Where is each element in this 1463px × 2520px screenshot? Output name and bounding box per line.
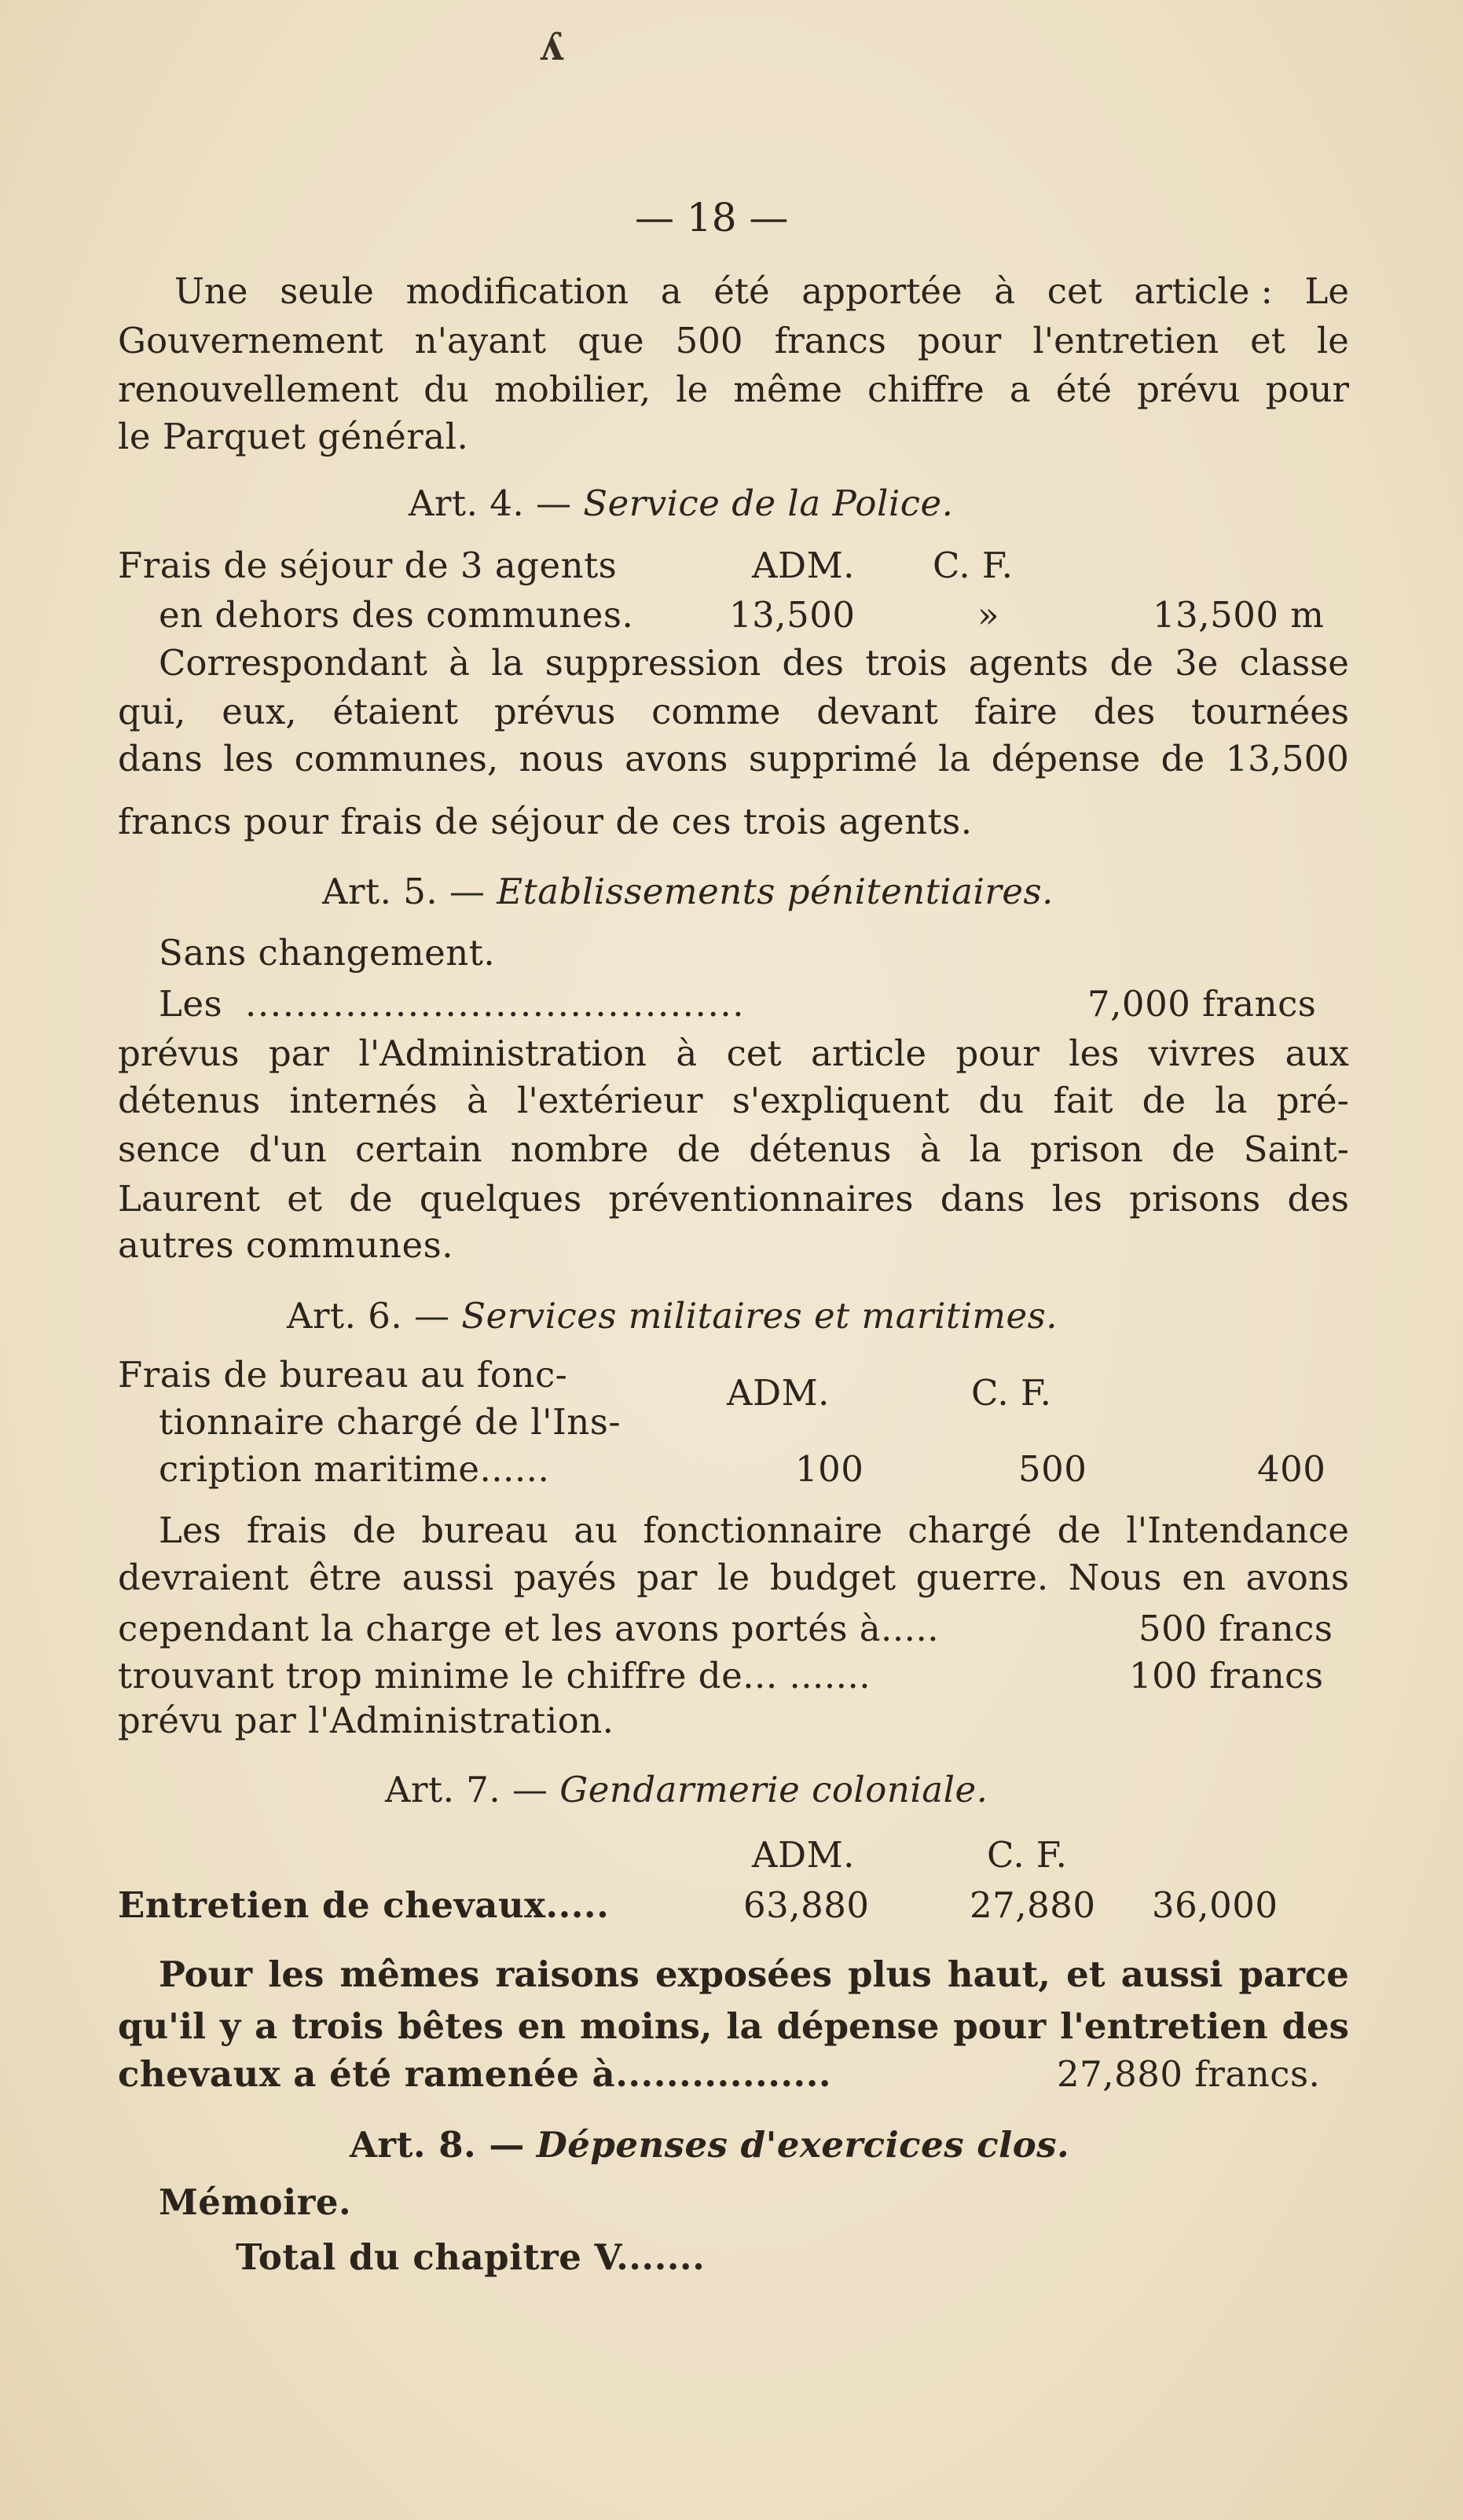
word: sence: [118, 1128, 221, 1170]
art5-sans-changement: Sans changement.: [159, 932, 496, 974]
word: à: [676, 1033, 698, 1074]
art6-charge-text: cependant la charge et les avons portés à.....: [118, 1608, 940, 1649]
art7-heading: [385, 1769, 988, 1810]
word: supprimé: [748, 738, 918, 779]
word: de: [349, 1178, 393, 1220]
word: Laurent: [118, 1178, 260, 1220]
word: à: [919, 1128, 941, 1170]
word: de: [352, 1509, 397, 1551]
text-line: [118, 369, 1349, 410]
word: de: [1109, 642, 1153, 684]
word: haut,: [947, 1953, 1050, 1995]
art6-row2-label: tionnaire chargé de l'Ins-: [159, 1401, 622, 1443]
art6-charge-amount: 500 francs: [1138, 1608, 1333, 1649]
word: a: [660, 270, 682, 312]
art7-total-value: 36,000: [1152, 1884, 1278, 1926]
word: être: [309, 1557, 382, 1598]
art7-heading-prefix: Art. 7. —: [385, 1769, 548, 1810]
word: eux,: [222, 691, 297, 732]
art4-cf-value: »: [977, 594, 1000, 636]
art4-total-value: 13,500 m: [1153, 594, 1325, 636]
word: budget: [769, 1557, 896, 1598]
text-line: [159, 643, 1349, 684]
word: qu'il: [118, 2005, 207, 2047]
word: de: [1057, 1509, 1102, 1551]
word: aux: [1285, 1033, 1349, 1074]
word: classe: [1239, 642, 1349, 684]
word: préventionnaires: [608, 1178, 914, 1220]
word: devant: [816, 691, 938, 732]
art6-col-adm: ADM.: [727, 1372, 830, 1414]
art6-adm-value: 100: [795, 1448, 864, 1490]
word: les: [223, 738, 274, 779]
word: trois: [865, 642, 948, 684]
word: moins,: [580, 2005, 713, 2047]
art6-para-last: prévu par l'Administration.: [118, 1700, 614, 1741]
text-line: [159, 1510, 1349, 1551]
art7-heading-title: Gendarmerie coloniale.: [559, 1769, 988, 1810]
word: a: [1009, 369, 1031, 410]
word: aussi: [402, 1557, 494, 1598]
word: de: [1142, 1080, 1186, 1121]
word: chargé: [908, 1509, 1032, 1551]
word: des: [1093, 691, 1156, 732]
art7-row-label: Entretien de chevaux.....: [118, 1884, 610, 1926]
word: du: [424, 369, 469, 410]
word: y: [220, 2005, 241, 2047]
word: pour: [955, 1033, 1040, 1074]
word: internés: [289, 1080, 438, 1121]
word: les: [1051, 1178, 1102, 1220]
word: l'Administration: [358, 1033, 647, 1074]
word: au: [574, 1509, 618, 1551]
word: s'expliquent: [732, 1080, 950, 1121]
word: francs: [774, 320, 886, 361]
word: devraient: [118, 1557, 289, 1598]
word: vivres: [1148, 1033, 1256, 1074]
word: même: [733, 369, 842, 410]
art8-heading: [350, 2124, 1070, 2166]
word: les: [268, 1953, 324, 1995]
word: seule: [280, 270, 374, 312]
text-line: [159, 1954, 1349, 1995]
word: quelques: [419, 1178, 582, 1220]
word: suppression: [544, 642, 761, 684]
art7-col-adm: ADM.: [752, 1834, 855, 1876]
word: des: [782, 642, 845, 684]
word: chiffre: [867, 369, 984, 410]
word: Pour: [159, 1953, 253, 1995]
word: l'entretien: [1032, 320, 1219, 361]
word: la: [969, 1128, 1002, 1170]
word: plus: [848, 1953, 932, 1995]
word: les: [1069, 1033, 1120, 1074]
word: nombre: [510, 1128, 649, 1170]
art8-heading-title: Dépenses d'exercices clos.: [536, 2124, 1070, 2166]
word: de: [1172, 1128, 1216, 1170]
art6-row3-label: cription maritime......: [159, 1448, 550, 1490]
art4-heading-title: Service de la Police.: [583, 482, 954, 524]
art8-heading-prefix: Art. 8. —: [350, 2124, 525, 2166]
art4-col-adm: ADM.: [752, 545, 855, 586]
word: payés: [513, 1557, 617, 1598]
word: mêmes: [339, 1953, 480, 1995]
word: qui,: [118, 691, 186, 732]
word: de: [1160, 738, 1205, 779]
art5-les-amount: 7,000 francs: [1087, 983, 1317, 1025]
word: pour: [953, 2005, 1047, 2047]
art6-total-value: 400: [1257, 1448, 1326, 1490]
art6-minimum-amount: 100 francs: [1129, 1655, 1324, 1697]
word: guerre.: [915, 1557, 1049, 1598]
word: dans: [118, 738, 203, 779]
word: faire: [974, 691, 1058, 732]
art7-adm-value: 63,880: [743, 1884, 870, 1926]
art4-heading-prefix: Art. 4. —: [409, 482, 572, 524]
art4-row1-label: Frais de séjour de 3 agents: [118, 545, 618, 586]
art7-reduced-amount: 27,880 francs.: [1057, 2053, 1321, 2095]
art6-heading-prefix: Art. 6. —: [287, 1295, 450, 1337]
word: été: [713, 270, 770, 312]
word: fonctionnaire: [643, 1509, 883, 1551]
word: Saint-: [1243, 1128, 1349, 1170]
word: avons: [625, 738, 728, 779]
word: détenus: [749, 1128, 892, 1170]
word: Correspondant: [159, 642, 427, 684]
art7-cf-value: 27,880: [970, 1884, 1096, 1926]
word: 13,500: [1225, 738, 1349, 779]
art4-para-last: francs pour frais de séjour de ces trois agents.: [118, 801, 973, 842]
art7-col-cf: C. F.: [987, 1834, 1068, 1876]
word: la: [1215, 1080, 1248, 1121]
word: prévu: [1137, 369, 1241, 410]
art8-total: Total du chapitre V.......: [236, 2236, 706, 2278]
word: agents: [968, 642, 1089, 684]
word: la: [726, 2005, 763, 2047]
art4-row2-label: en dehors des communes.: [159, 594, 634, 636]
word: dépense: [776, 2005, 940, 2047]
word: l'extérieur: [516, 1080, 703, 1121]
intro-last-line: le Parquet général.: [118, 416, 469, 457]
word: Le: [1304, 270, 1349, 312]
text-line: [118, 1080, 1349, 1121]
word: le: [676, 369, 709, 410]
word: Gouvernement: [118, 320, 383, 361]
word: bêtes: [398, 2005, 504, 2047]
art5-heading-prefix: Art. 5. —: [322, 871, 486, 912]
art6-heading-title: Services militaires et maritimes.: [461, 1295, 1058, 1337]
word: détenus: [118, 1080, 261, 1121]
word: 3e: [1175, 642, 1219, 684]
word: prison: [1030, 1128, 1143, 1170]
art7-reduced-text: chevaux a été ramenée à.................: [118, 2053, 832, 2095]
art5-les-dots: ........................................: [245, 983, 746, 1025]
word: frais: [246, 1509, 328, 1551]
word: cet: [1047, 270, 1102, 312]
text-line: [118, 739, 1349, 779]
word: l'Intendance: [1126, 1509, 1349, 1551]
word: Une: [174, 270, 248, 312]
word: n'ayant: [414, 320, 547, 361]
word: en: [517, 2005, 566, 2047]
word: aussi: [1120, 1953, 1223, 1995]
word: le: [1316, 320, 1349, 361]
word: trois: [292, 2005, 384, 2047]
word: modification: [405, 270, 629, 312]
word: à: [994, 270, 1016, 312]
word: raisons: [495, 1953, 640, 1995]
word: certain: [355, 1128, 482, 1170]
art6-col-cf: C. F.: [971, 1372, 1052, 1414]
word: comme: [651, 691, 781, 732]
word: à: [466, 1080, 488, 1121]
art6-heading: [287, 1295, 1058, 1337]
word: de: [676, 1128, 721, 1170]
word: dans: [940, 1178, 1025, 1220]
word: le: [717, 1557, 750, 1598]
word: pour: [917, 320, 1002, 361]
word: et: [1250, 320, 1285, 361]
word: la: [491, 642, 524, 684]
word: mobilier,: [493, 369, 651, 410]
art6-cf-value: 500: [1018, 1448, 1087, 1490]
art4-adm-value: 13,500: [729, 594, 856, 636]
word: exposées: [655, 1953, 832, 1995]
word: apportée: [801, 270, 962, 312]
text-line: [118, 1033, 1349, 1074]
art4-heading: [409, 482, 954, 524]
word: la: [938, 738, 971, 779]
word: parce: [1238, 1953, 1349, 1995]
word: prisons: [1129, 1178, 1261, 1220]
art4-col-cf: C. F.: [933, 545, 1014, 586]
word: article :: [1134, 270, 1273, 312]
word: renouvellement: [118, 369, 399, 410]
art8-memoire: Mémoire.: [159, 2181, 352, 2223]
word: fait: [1053, 1080, 1113, 1121]
word: dépense: [991, 738, 1141, 779]
word: et: [287, 1178, 322, 1220]
word: d'un: [248, 1128, 327, 1170]
text-line: [118, 2006, 1349, 2047]
text-line: [118, 1179, 1349, 1220]
page-mark: ʎ: [539, 25, 563, 69]
word: des: [1287, 1178, 1349, 1220]
text-line: [118, 1557, 1349, 1598]
text-line: [118, 1129, 1349, 1170]
art5-heading: [322, 871, 1054, 912]
word: pour: [1265, 369, 1349, 410]
word: été: [1055, 369, 1113, 410]
word: bureau: [421, 1509, 549, 1551]
word: cet: [726, 1033, 782, 1074]
word: du: [978, 1080, 1025, 1121]
word: prévus: [118, 1033, 240, 1074]
art5-les-label: Les: [159, 983, 223, 1025]
word: article: [810, 1033, 927, 1074]
word: et: [1066, 1953, 1106, 1995]
word: par: [636, 1557, 698, 1598]
word: a: [255, 2005, 278, 2047]
word: l'entretien: [1060, 2005, 1268, 2047]
art6-minimum-text: trouvant trop minime le chiffre de... .......: [118, 1655, 871, 1697]
word: des: [1282, 2005, 1349, 2047]
word: que: [578, 320, 644, 361]
text-line: [174, 271, 1349, 312]
art5-para-last: autres communes.: [118, 1224, 454, 1266]
word: avons: [1245, 1557, 1349, 1598]
word: 500: [675, 320, 743, 361]
art6-row1-label: Frais de bureau au fonc-: [118, 1354, 568, 1396]
word: Nous: [1068, 1557, 1162, 1598]
word: pré-: [1276, 1080, 1349, 1121]
word: tournées: [1190, 691, 1349, 732]
text-line: [118, 691, 1349, 732]
text-line: [118, 321, 1349, 361]
word: en: [1182, 1557, 1226, 1598]
word: nous: [519, 738, 604, 779]
page-number: — 18 —: [635, 195, 789, 240]
word: prévus: [493, 691, 616, 732]
word: étaient: [332, 691, 459, 732]
word: communes,: [294, 738, 499, 779]
word: à: [449, 642, 470, 684]
word: par: [268, 1033, 330, 1074]
word: Les: [159, 1509, 222, 1551]
art5-heading-title: Etablissements pénitentiaires.: [497, 871, 1054, 912]
